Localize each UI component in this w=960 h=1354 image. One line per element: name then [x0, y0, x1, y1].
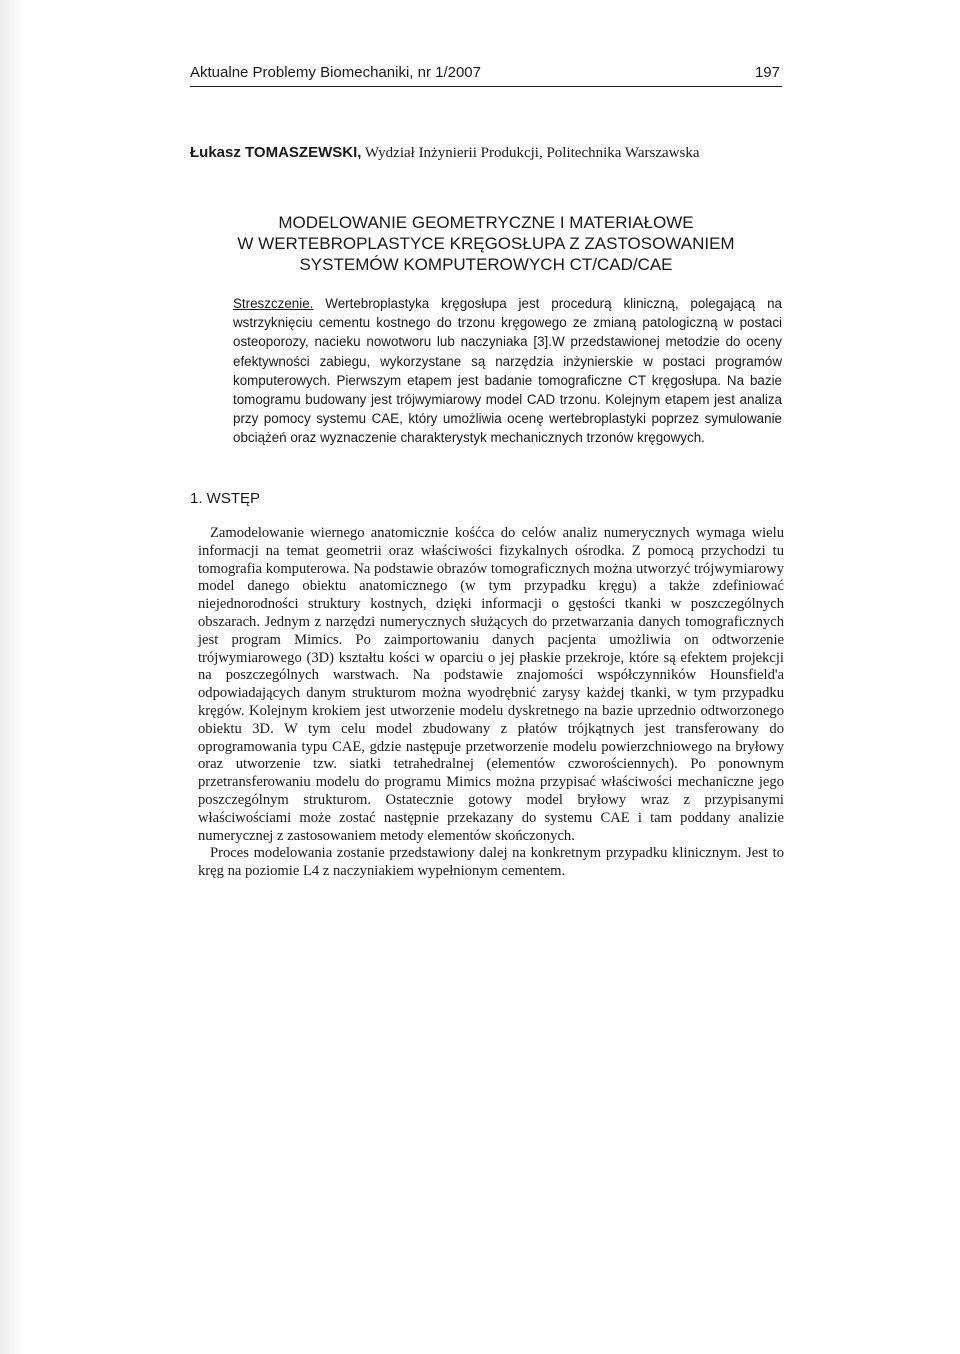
title-line: SYSTEMÓW KOMPUTEROWYCH CT/CAD/CAE [299, 255, 673, 274]
abstract [233, 294, 782, 448]
page-number: 197 [754, 64, 780, 81]
title-line: W WERTEBROPLASTYCE KRĘGOSŁUPA Z ZASTOSOWANIEM [237, 234, 735, 253]
paper-title [190, 212, 782, 275]
author-affiliation: Wydział Inżynierii Produkcji, Politechnika Warszawska [364, 145, 700, 161]
abstract-text: Wertebroplastyka kręgosłupa jest procedurą kliniczną, polegającą na wstrzyknięciu cementu kostnego do trzonu kręgowego ze zmianą patologiczną w postaci osteoporozy, nacieku nowotworu lub naczyniaka [3].W przedstawionej metodzie do oceny efektywności zabiegu, wykorzystane są narzędzia inżynierskie w postaci programów komputerowych. Pierwszym etapem jest badanie tomograficzne CT kręgosłupa. Na bazie tomogramu budowany jest trójwymiarowy model CAD trzonu. Kolejnym etapem jest analiza przy pomocy systemu CAE, który umożliwia ocenę wertebroplastyki poprzez symulowanie obciążeń oraz wyznaczenie charakterystyk mechanicznych trzonów kręgowych. [233, 296, 782, 446]
scan-edge-shadow [0, 0, 22, 1354]
abstract-label: Streszczenie. [233, 296, 314, 311]
author-name: Łukasz TOMASZEWSKI, [190, 144, 362, 161]
body-paragraph: Zamodelowanie wiernego anatomicznie kośćca do celów analiz numerycznych wymaga wielu informacji na temat geometrii oraz właściwości fizykalnych ośrodka. Z pomocą przychodzi tu tomografia komputerowa. Na podstawie obrazów tomograficznych można utworzyć trójwymiarowy model danego obiektu anatomicznego (w tym przypadku kręgu) a także zdefiniować niejednorodności struktury kostnych, dzięki informacji o gęstości tkanki w poszczególnych obszarach. Jednym z narzędzi numerycznych służących do przetwarzania danych tomograficznych jest program Mimics. Po zaimportowaniu danych pacjenta umożliwia on odtworzenie trójwymiarowego (3D) kształtu kości w oparciu o jej płaskie przekroje, które są efektem projekcji na poszczególnych warstwach. Na podstawie znajomości współczynników Hounsfield'a odpowiadających danym strukturom można wyodrębnić zarysy każdej tkanki, w tym przypadku kręgów. Kolejnym krokiem jest utworzenie modelu dyskretnego na bazie uprzednio odtworzonego obiektu 3D. W tym celu model zbudowany z płatów trójkątnych jest transferowany do oprogramowania typu CAE, gdzie następuje przetworzenie modelu powierzchniowego na bryłowy oraz utworzenie tzw. siatki tetrahedralnej (elementów czworościennych). Po ponownym przetransferowaniu modelu do programu Mimics można przypisać właściwości mechaniczne jego poszczególnym strukturom. Ostatecznie gotowy model bryłowy wraz z przypisanymi właściwościami może zostać następnie przekazany do systemu CAE i tam poddany analizie numerycznej z zastosowaniem metody elementów skończonych. [198, 525, 784, 844]
title-line: MODELOWANIE GEOMETRYCZNE I MATERIAŁOWE [278, 213, 694, 232]
running-header [190, 62, 782, 87]
section-body [198, 525, 784, 881]
author-line [190, 144, 700, 162]
journal-title: Aktualne Problemy Biomechaniki, nr 1/2007 [190, 64, 481, 81]
body-paragraph: Proces modelowania zostanie przedstawiony dalej na konkretnym przypadku klinicznym. Jest to kręg na poziomie L4 z naczyniakiem wypełnionym cementem. [198, 845, 784, 880]
section-heading: 1. WSTĘP [190, 490, 261, 507]
